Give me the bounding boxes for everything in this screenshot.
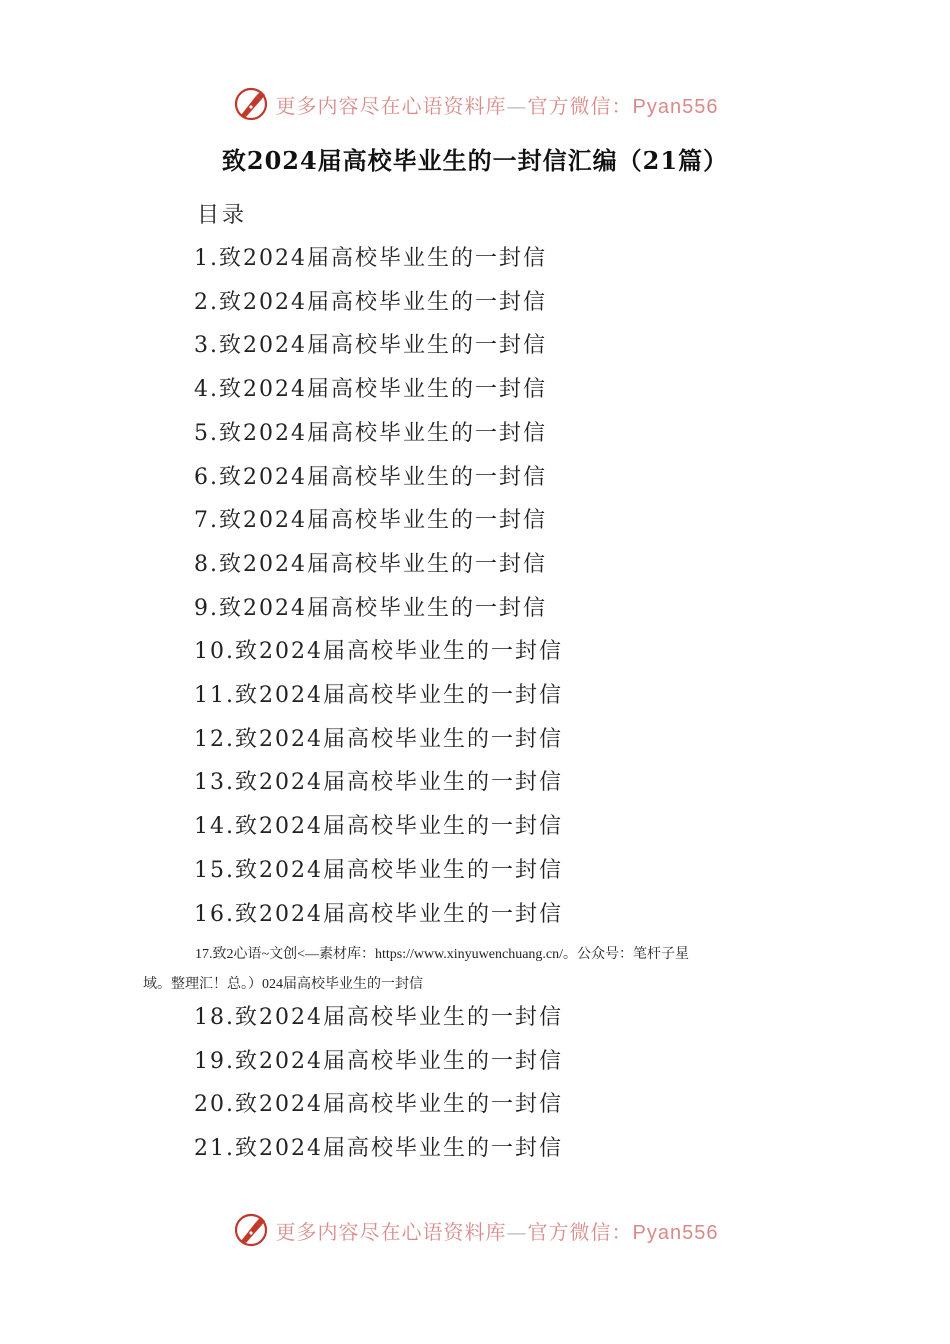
toc-heading: 目录 [197, 203, 248, 228]
toc-item: 11.致2024届高校毕业生的一封信 [194, 683, 563, 708]
toc-item: 6.致2024届高校毕业生的一封信 [194, 464, 547, 490]
toc-item: 14.致2024届高校毕业生的一封信 [194, 814, 563, 840]
footer-banner-text [276, 1216, 719, 1245]
toc-item: 20.致2024届高校毕业生的一封信 [194, 1092, 563, 1118]
toc-item: 5.致2024届高校毕业生的一封信 [194, 420, 547, 446]
document-title: 致2024届高校毕业生的一封信汇编（21篇） [221, 146, 729, 175]
toc-item: 12.致2024届高校毕业生的一封信 [194, 726, 563, 752]
toc-item: 21.致2024届高校毕业生的一封信 [194, 1136, 563, 1162]
pen-nib-logo-icon [232, 1211, 270, 1249]
banner-site-name: 更多内容尽在心语资料库 [275, 1219, 507, 1244]
toc-item: 1.致2024届高校毕业生的一封信 [194, 246, 547, 271]
toc-item: 13.致2024届高校毕业生的一封信 [194, 770, 563, 796]
toc-item: 18.致2024届高校毕业生的一封信 [194, 1005, 563, 1030]
banner-contact-id: Pyan556 [632, 95, 719, 118]
toc-item: 8.致2024届高校毕业生的一封信 [194, 551, 547, 577]
toc-item-17-line-1: 17.致2心语~文创<—素材库：https://www.xinyuwenchuang.cn/。公众号：笔杆子星 [195, 947, 690, 962]
banner-separator: — [506, 1219, 528, 1244]
toc-item: 16.致2024届高校毕业生的一封信 [194, 901, 563, 927]
banner-site-name: 更多内容尽在心语资料库 [275, 93, 507, 118]
toc-item: 10.致2024届高校毕业生的一封信 [194, 639, 563, 665]
toc-item: 3.致2024届高校毕业生的一封信 [194, 333, 547, 359]
header-banner-text [276, 90, 719, 119]
toc-item-17 [143, 940, 823, 1000]
pen-nib-logo-icon [232, 85, 270, 123]
toc-item: 9.致2024届高校毕业生的一封信 [194, 595, 547, 621]
toc-item: 7.致2024届高校毕业生的一封信 [194, 508, 547, 534]
banner-contact-label: 官方微信： [527, 93, 633, 118]
toc-item: 2.致2024届高校毕业生的一封信 [194, 289, 547, 315]
header-banner [0, 82, 950, 126]
banner-contact-label: 官方微信： [527, 1219, 633, 1244]
footer-banner [0, 1208, 950, 1252]
banner-separator: — [506, 93, 528, 118]
toc-item-17-line-2: 域。整理汇！总。）024届高校毕业生的一封信 [143, 977, 423, 992]
toc-item: 4.致2024届高校毕业生的一封信 [194, 377, 547, 403]
banner-contact-id: Pyan556 [632, 1221, 719, 1244]
toc-item: 15.致2024届高校毕业生的一封信 [194, 857, 563, 883]
toc-item: 19.致2024届高校毕业生的一封信 [194, 1048, 563, 1074]
